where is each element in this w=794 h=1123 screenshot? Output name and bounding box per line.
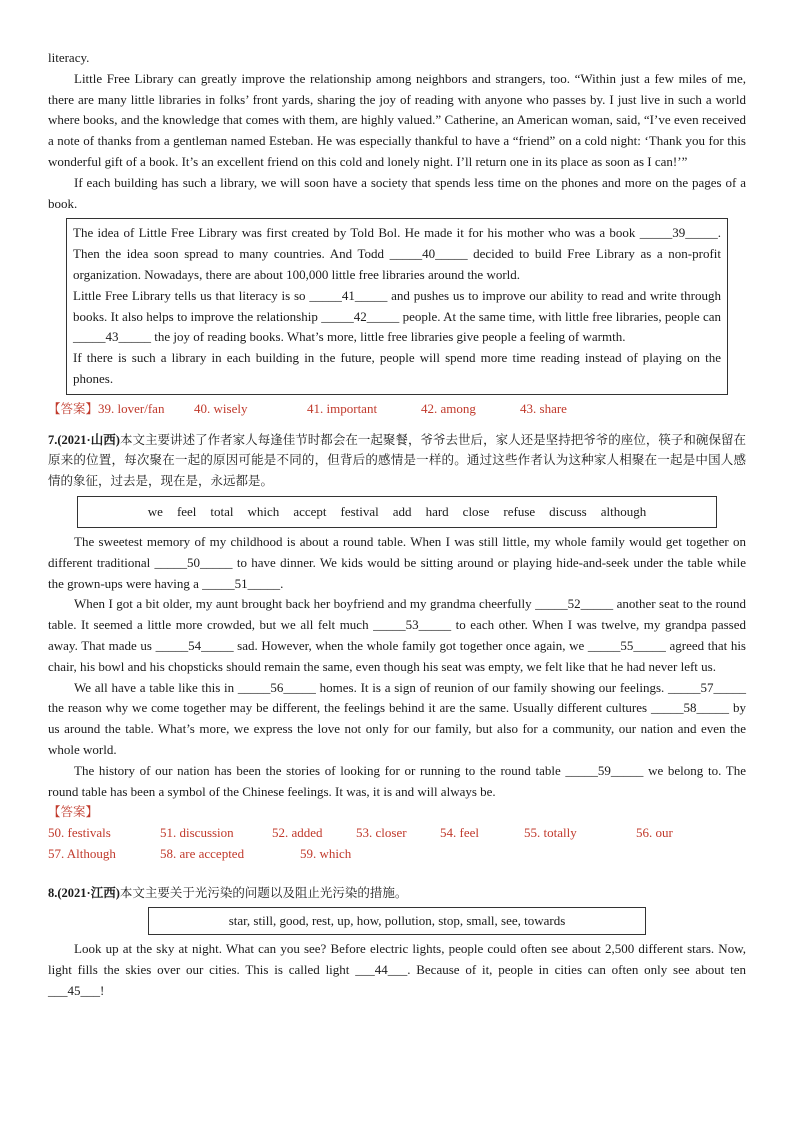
answer-item: 56. our (636, 825, 673, 841)
word-bank-item: total (210, 503, 234, 519)
summary-paragraph: Little Free Library tells us that literacy is so _____41_____ and pushes us to improve our ability to read and write through books. It also helps to improve the relationship _____42_____ people. At the same time, with little free libraries, people can _____43_____ the joy of reading books. What’s more, little free libraries give people a feeling of warmth. (73, 287, 721, 345)
passage-paragraph: The history of our nation has been the stories of looking for or running to the round table _____59_____ we belong to. The round table has been a symbol of the Chinese feelings. It was, it is and will always be. (48, 762, 746, 799)
passage-paragraph: The sweetest memory of my childhood is about a round table. When I was still little, my whole family would get together on different traditional _____50_____ to have dinner. We kids would be sitting around or playing hide-and-seek under the table while the grown-ups were having a _____51_____. (48, 533, 746, 591)
answer-row (48, 844, 746, 865)
word-bank-item: which (247, 503, 280, 519)
answer-item: 58. are accepted (160, 845, 245, 861)
summary-paragraph: The idea of Little Free Library was first created by Told Bol. He made it for his mother who was a book _____39_____. Then the idea soon spread to many countries. And Todd _____40_____ decided to build Free Library as a non-profit organization. Nowadays, there are about 100,000 little free libraries around the world. (73, 225, 721, 282)
answer-item: 39. lover/fan (98, 400, 165, 416)
word-bank-list: star, still, good, rest, up, how, pollution, stop, small, see, towards (228, 913, 566, 929)
passage-tail-line: literacy. (48, 50, 90, 65)
answer-item: 54. feel (440, 825, 479, 841)
word-bank-box (148, 907, 646, 935)
answer-label: 【答案】 (48, 804, 99, 820)
passage-paragraph: Look up at the sky at night. What can you see? Before electric lights, people could often see about 2,500 different stars. Now, light fills the skies over our cities. This is called light ___44___. Because of it, people in cities can often only see about ten ___45___! (48, 941, 746, 999)
word-bank-item: close (462, 503, 490, 519)
answer-item: 57. Although (48, 845, 116, 861)
answer-row (48, 823, 746, 844)
passage-paragraph: Little Free Library can greatly improve the relationship among neighbors and strangers, too. “Within just a few miles of me, there are many little libraries in folks’ front yards, sharing the joy of reading with anyone who passes by. I just live in such a world where books, and the knowledge that comes with them, are highly valued.” Catherine, an American woman, said, “I’ve even received a note of thanks from a gentleman named Esteban. He was especially thankful to have a “friend” on a cold night: ‘Thank you for this wonderful gift of a book. It’s an excellent friend on this cold and lonely night. I’ll return one in its place as soon as I can!’” (48, 70, 746, 169)
word-bank-item: feel (176, 503, 197, 519)
word-bank-item: we (147, 503, 163, 519)
question-intro: 本文主要讲述了作者家人每逢佳节时都会在一起聚餐，爷爷去世后，家人还是坚持把爷爷的座位，筷子和碗保留在原来的位置，每次聚在一起的原因可能是不同的，但背后的感情是一样的。通过这些作者认为这种家人相聚在一起是中国人感情的象征，过去是，现在是，永远都是。 (48, 431, 746, 489)
passage-paragraph: We all have a table like this in _____56_____ homes. It is a sign of reunion of our family showing our feelings. _____57_____ the reason why we come together may be different, the feelings behind it are the same. Usually different cultures _____58_____ by us around the table. What’s more, we express the love not only for our family, but also for a community, our nation and even the whole world. (48, 679, 746, 757)
word-bank-item: discuss (549, 503, 587, 519)
answer-item: 42. among (421, 400, 476, 416)
summary-box (66, 218, 728, 394)
word-bank-item: festival (340, 503, 379, 519)
answer-item: 55. totally (524, 825, 577, 841)
answer-item: 43. share (520, 400, 567, 416)
word-bank-item: although (600, 503, 647, 519)
passage-paragraph: If each building has such a library, we will soon have a society that spends less time on the phones and more on the pages of a book. (48, 174, 746, 211)
answer-row (48, 399, 746, 420)
answer-label: 【答案】 (48, 400, 99, 416)
answer-item: 41. important (307, 400, 378, 416)
summary-paragraph: If there is such a library in each building in the future, people will spend more time reading instead of playing on the phones. (73, 350, 721, 386)
question-number: 7.(2021·山西) (48, 432, 120, 447)
question-number: 8.(2021·江西) (48, 885, 120, 900)
question-heading (48, 883, 746, 904)
passage-paragraph: When I got a bit older, my aunt brought back her boyfriend and my grandma cheerfully _____52_____ another seat to the round table. It seemed a little more crowded, but we all felt much _____53_____ to each other. When I was twelve, my grandpa passed away. That made us _____54_____ sad. However, when the whole family got together once again, we _____55_____ agreed that his chair, his bowl and his chopsticks should remain the same, even though his seat was empty, we felt like that he had never left us. (48, 596, 746, 674)
answer-item: 51. discussion (160, 825, 234, 841)
answer-item: 53. closer (356, 825, 407, 841)
answer-item: 50. festivals (48, 825, 111, 841)
word-bank-box (77, 496, 717, 528)
answer-item: 52. added (272, 825, 323, 841)
answer-item: 40. wisely (194, 400, 248, 416)
document-page (48, 48, 746, 1002)
word-bank-item: accept (293, 503, 327, 519)
question-intro: 本文主要关于光污染的问题以及阻止光污染的措施。 (119, 884, 408, 900)
answer-item: 59. which (300, 845, 352, 861)
word-bank-item: hard (425, 503, 449, 519)
word-bank-item: add (392, 503, 412, 519)
question-heading (48, 430, 746, 492)
word-bank-item: refuse (503, 503, 536, 519)
